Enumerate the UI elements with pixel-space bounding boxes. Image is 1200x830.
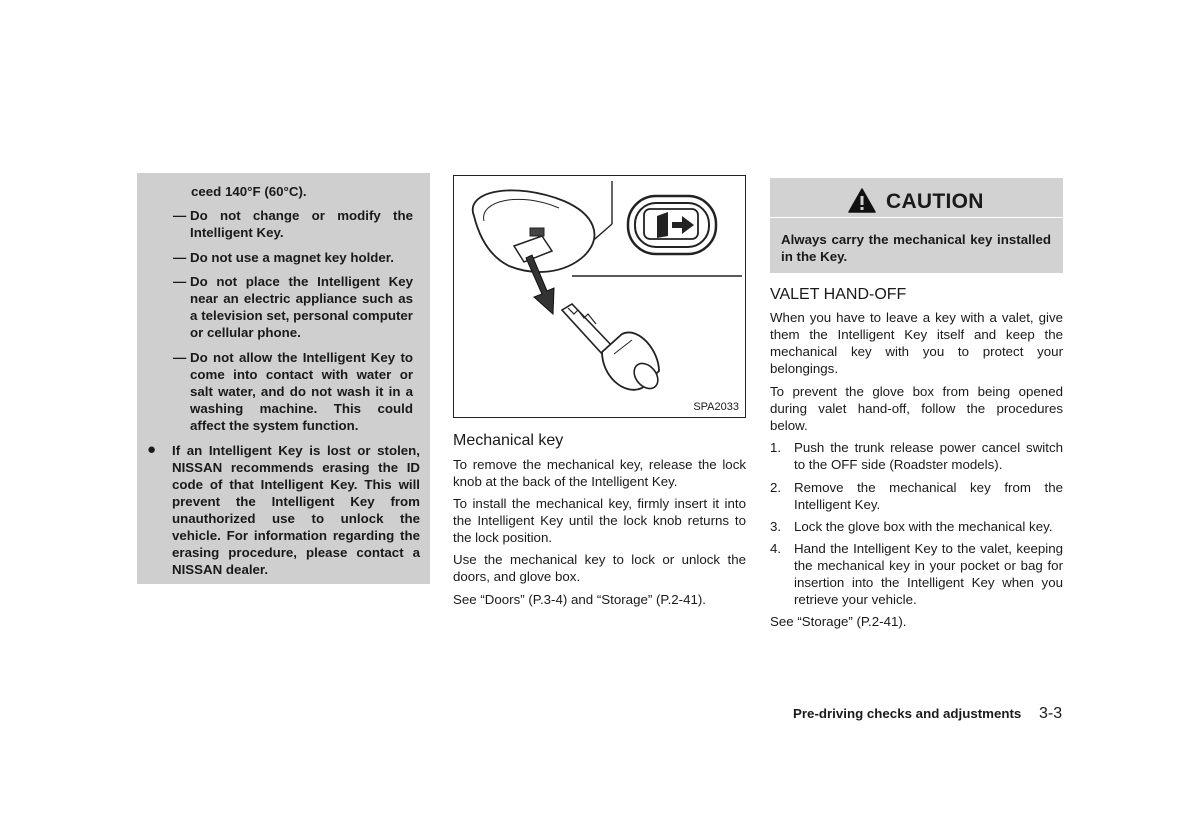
paragraph: To install the mechanical key, firmly insert it into the Intelligent Key until the lock knob returns to the lock position. — [453, 496, 746, 545]
caution-box — [770, 178, 1063, 273]
warning-text: If an Intelligent Key is lost or stolen, NISSAN recommends erasing the ID code of that Intelligent Key. This will prevent the Intelligent Key from unauthorized use to unlock the vehicle. For information regarding the erasing procedure, please contact a NISSAN dealer. — [172, 443, 420, 577]
procedure-step — [770, 439, 1063, 473]
warning-text: Do not change or modify the Intelligent Key. — [190, 208, 413, 240]
bullet-mark: ● — [147, 441, 157, 458]
paragraph: To prevent the glove box from being opened during valet hand-off, follow the procedures below. — [770, 384, 1063, 433]
mechanical-key-removal-illustration — [454, 176, 744, 416]
warning-bullet-item — [145, 442, 420, 578]
dash-mark: — — [173, 208, 187, 223]
section-heading: Mechanical key — [453, 432, 564, 449]
warning-text: Do not use a magnet key holder. — [190, 250, 394, 265]
step-number: 1. — [770, 440, 782, 455]
warning-dash-item — [173, 273, 413, 341]
cross-reference: See “Doors” (P.3-4) and “Storage” (P.2-41). — [453, 592, 707, 607]
key-illustration — [453, 175, 746, 418]
paragraph: Use the mechanical key to lock or unlock the doors, and glove box. — [453, 552, 746, 584]
dash-mark: — — [173, 274, 187, 289]
procedure-step — [770, 479, 1063, 513]
procedure-step — [770, 540, 1063, 608]
warning-continuation-box — [137, 173, 430, 584]
paragraph: When you have to leave a key with a valet, give them the Intelligent Key itself and keep the mechanical key with you to protect your belongings. — [770, 310, 1063, 376]
step-text: Hand the Intelligent Key to the valet, keeping the mechanical key in your pocket or bag for insertion into the Intelligent Key when you retrieve your vehicle. — [794, 541, 1063, 607]
page-number: 3-3 — [1039, 705, 1063, 722]
step-text: Push the trunk release power cancel switch to the OFF side (Roadster models). — [794, 440, 1063, 472]
step-number: 3. — [770, 519, 782, 534]
caution-text: Always carry the mechanical key installed in the Key. — [781, 232, 1051, 264]
caution-header — [770, 178, 1063, 218]
procedure-step — [770, 518, 1063, 535]
step-number: 4. — [770, 541, 782, 556]
warning-text: Do not place the Intelligent Key near an electric appliance such as a television set, personal computer or cellular phone. — [190, 274, 413, 340]
paragraph: To remove the mechanical key, release the lock knob at the back of the Intelligent Key. — [453, 457, 746, 489]
warning-dash-item — [173, 249, 413, 266]
footer-section-title: Pre-driving checks and adjustments — [793, 706, 1022, 721]
step-text: Remove the mechanical key from the Intelligent Key. — [794, 480, 1063, 512]
section-heading: VALET HAND-OFF — [770, 286, 907, 303]
dash-mark: — — [173, 350, 187, 365]
warning-triangle-icon — [848, 188, 876, 213]
continued-text: ceed 140°F (60°C). — [191, 184, 307, 199]
caution-title: CAUTION — [886, 190, 984, 213]
cross-reference: See “Storage” (P.2-41). — [770, 614, 907, 629]
step-text: Lock the glove box with the mechanical key. — [794, 519, 1053, 534]
dash-mark: — — [173, 250, 187, 265]
warning-dash-item — [173, 349, 413, 434]
warning-dash-item — [173, 207, 413, 241]
warning-text: Do not allow the Intelligent Key to come into contact with water or salt water, and do not wash it in a washing machine. This could affect the system function. — [190, 350, 413, 433]
figure-code: SPA2033 — [693, 401, 739, 413]
step-number: 2. — [770, 480, 782, 495]
